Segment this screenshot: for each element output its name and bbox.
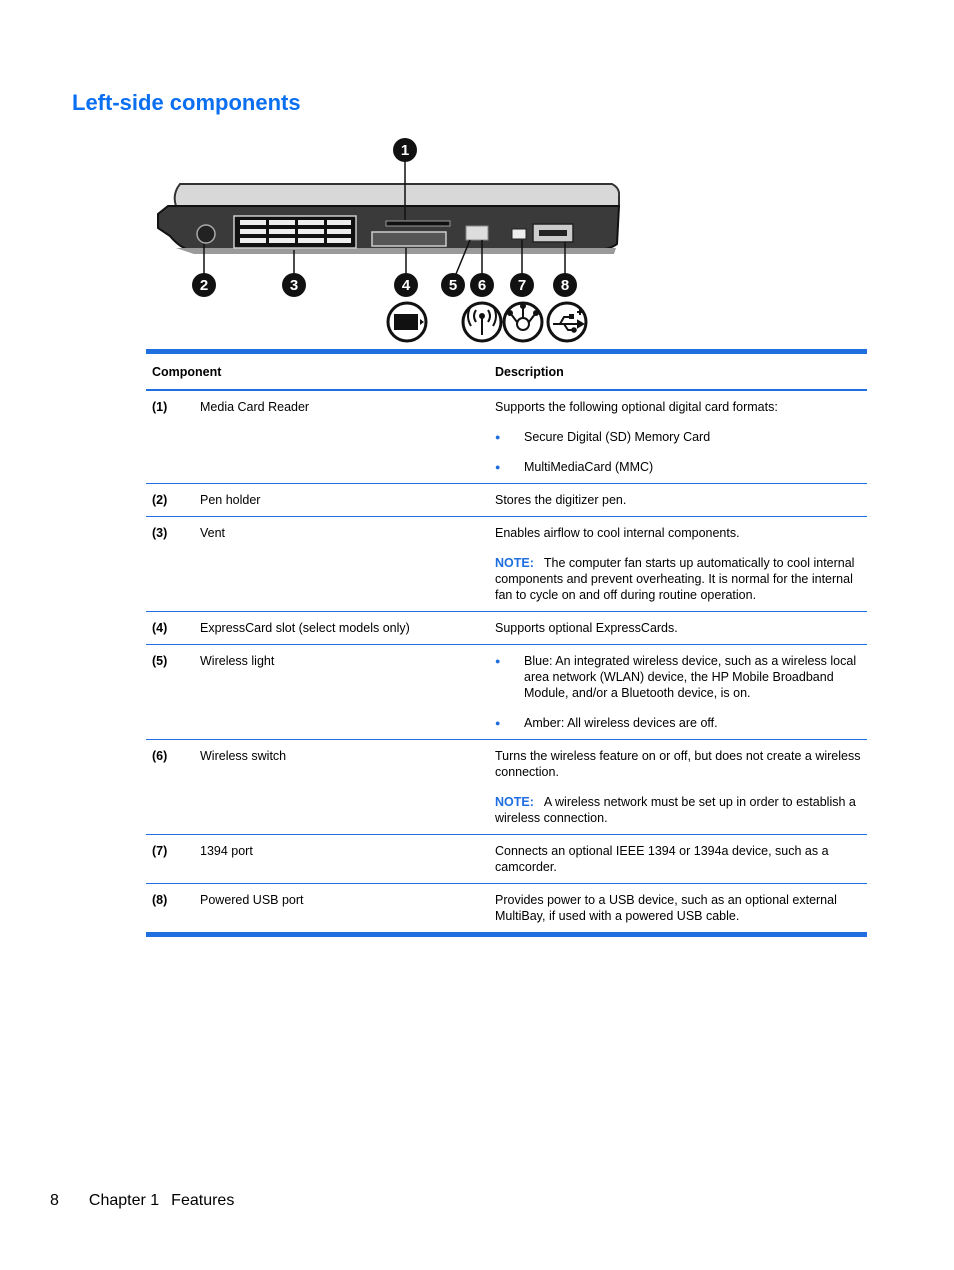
component-name: Powered USB port — [200, 893, 304, 907]
page-title: Left-side components — [72, 90, 301, 115]
row-number: (6) — [152, 749, 168, 763]
description-text: Connects an optional IEEE 1394 or 1394a device, such as a camcorder. — [495, 844, 829, 874]
bullet-item: ● MultiMediaCard (MMC) — [495, 459, 861, 475]
bullet-list — [495, 429, 861, 475]
component-description — [489, 612, 867, 645]
component-description — [489, 390, 867, 484]
row-number: (1) — [152, 400, 168, 414]
chapter-label: Chapter 1 — [88, 1192, 160, 1209]
callout-4: 4 — [401, 277, 411, 294]
component-name: Vent — [200, 526, 226, 540]
callout-1: 1 — [400, 142, 410, 159]
component-description — [489, 884, 867, 933]
media-card-slot-part — [386, 221, 450, 226]
bullet-item: ● Blue: An integrated wireless device, such as a wireless local area network (WLAN) device, the HP Mobile Broadband Module, and/or a Bluetooth device, is on. — [495, 653, 861, 701]
component-name: ExpressCard slot (select models only) — [200, 621, 410, 635]
table-bottom-rule — [146, 932, 867, 937]
ieee-1394-icon — [504, 303, 542, 341]
components-table — [146, 349, 867, 937]
table-row — [146, 645, 867, 740]
table-row — [146, 612, 867, 645]
component-name: Wireless light — [200, 654, 275, 668]
note — [495, 794, 861, 826]
table-row — [146, 884, 867, 933]
table-header-row — [146, 354, 867, 390]
component-name: Wireless switch — [200, 749, 287, 763]
note-label: NOTE: — [495, 556, 534, 570]
pen-holder-part — [197, 225, 215, 243]
row-number: (7) — [152, 844, 168, 858]
component-description — [489, 740, 867, 835]
table-row — [146, 740, 867, 835]
bullet-list — [495, 653, 861, 731]
expresscard-icon — [388, 303, 426, 341]
callout-8: 8 — [560, 277, 570, 294]
description-text: Stores the digitizer pen. — [495, 493, 627, 507]
component-name: Media Card Reader — [200, 400, 310, 414]
component-description — [489, 835, 867, 884]
column-header-description: Description — [489, 354, 867, 390]
expresscard-slot-part — [372, 232, 446, 246]
callout-3: 3 — [289, 277, 299, 294]
column-header-component: Component — [146, 354, 489, 390]
bullet-item: ● Amber: All wireless devices are off. — [495, 715, 861, 731]
vent-grille — [234, 216, 356, 248]
port-1394-part — [512, 229, 526, 239]
description-text: Supports the following optional digital card formats: — [495, 400, 778, 414]
page-number: 8 — [50, 1192, 59, 1209]
table-row — [146, 484, 867, 517]
description-text: Turns the wireless feature on or off, but does not create a wireless connection. — [495, 749, 861, 779]
note — [495, 555, 861, 603]
callout-5: 5 — [448, 277, 458, 294]
note-label: NOTE: — [495, 795, 534, 809]
bullet-item: ● Secure Digital (SD) Memory Card — [495, 429, 861, 445]
row-number: (5) — [152, 654, 168, 668]
component-description — [489, 517, 867, 612]
component-description — [489, 484, 867, 517]
component-description — [489, 645, 867, 740]
wireless-switch-part — [466, 226, 488, 240]
callout-6: 6 — [477, 277, 487, 294]
callout-7: 7 — [517, 277, 527, 294]
usb-icon — [548, 303, 586, 341]
table-row — [146, 517, 867, 612]
row-number: (3) — [152, 526, 168, 540]
callout-2: 2 — [199, 277, 209, 294]
table-row — [146, 835, 867, 884]
row-number: (8) — [152, 893, 168, 907]
note-text: The computer fan starts up automatically to cool internal components and prevent overheating. It is normal for the internal fan to cycle on and off during routine operation. — [495, 556, 855, 602]
component-name: 1394 port — [200, 844, 253, 858]
description-text: Enables airflow to cool internal components. — [495, 526, 740, 540]
row-number: (4) — [152, 621, 168, 635]
description-text: Supports optional ExpressCards. — [495, 621, 678, 635]
row-number: (2) — [152, 493, 168, 507]
wireless-icon — [463, 303, 501, 341]
section-label: Features — [171, 1192, 235, 1209]
description-text: Provides power to a USB device, such as an optional external MultiBay, if used with a powered USB cable. — [495, 893, 837, 923]
page-footer — [50, 1192, 234, 1210]
table-row — [146, 390, 867, 484]
note-text: A wireless network must be set up in order to establish a wireless connection. — [495, 795, 856, 825]
laptop-left-side-figure — [150, 136, 620, 346]
component-name: Pen holder — [200, 493, 261, 507]
